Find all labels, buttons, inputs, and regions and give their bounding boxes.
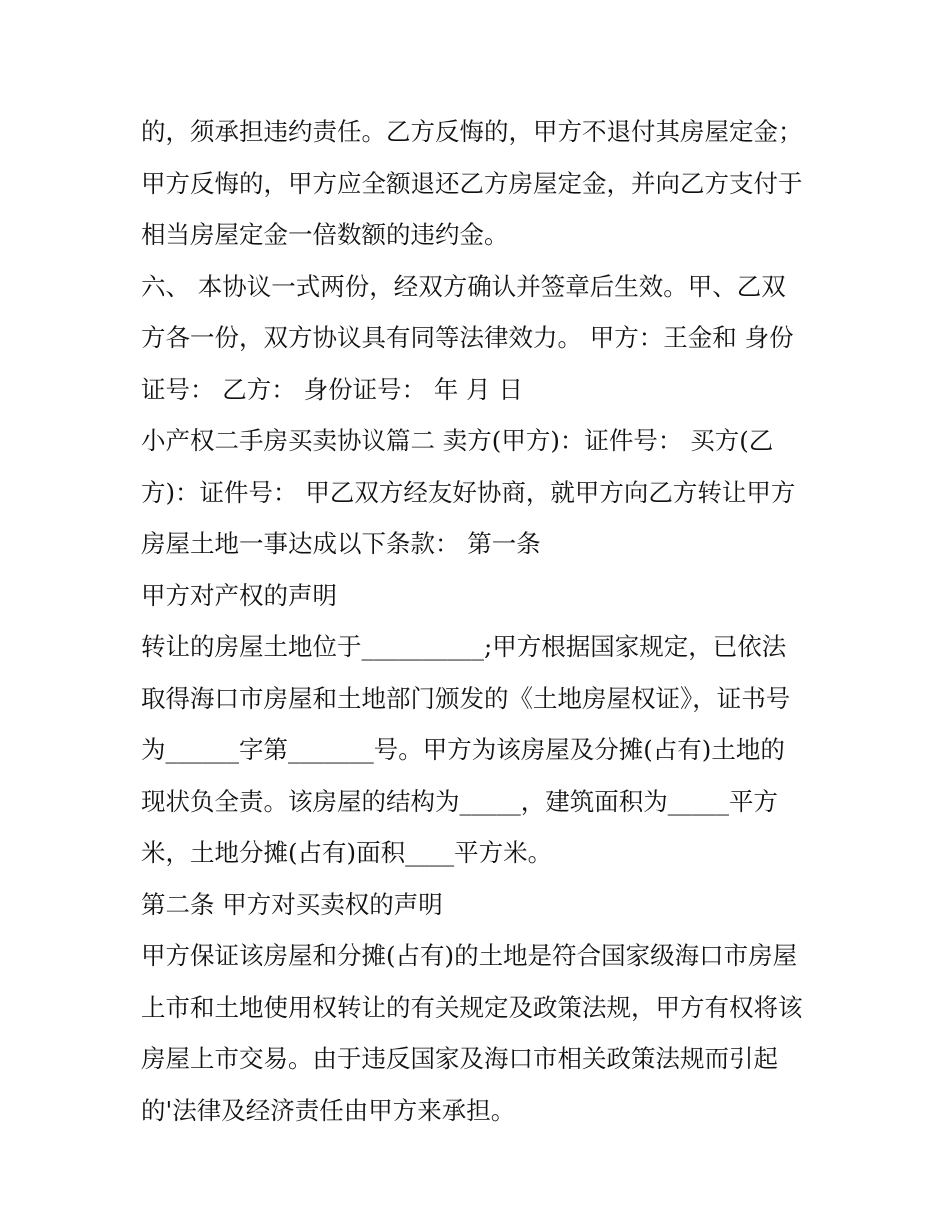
text-line: 取得海口市房屋和土地部门颁发的《土地房屋权证》，证书号 xyxy=(141,683,791,713)
article-one-title: 甲方对产权的声明 xyxy=(141,580,337,610)
text-line: 相当房屋定金一倍数额的违约金。 xyxy=(141,220,509,249)
text-line: 转让的房屋土地位于__________;甲方根据国家规定，已依法 xyxy=(141,632,787,661)
text-line: 方)：证件号： 甲乙双方经友好协商，就甲方向乙方转让甲方 xyxy=(141,477,796,507)
section-two-heading-line: 小产权二手房买卖协议篇二 卖方(甲方)：证件号： 买方(乙 xyxy=(141,426,774,455)
article-two-title: 第二条 甲方对买卖权的声明 xyxy=(141,889,443,919)
text-line: 现状负全责。该房屋的结构为_____，建筑面积为_____平方 xyxy=(141,786,778,816)
text-line: 房屋土地一事达成以下条款： 第一条 xyxy=(141,529,541,558)
text-line: 甲方反悔的，甲方应全额退还乙方房屋定金，并向乙方支付于 xyxy=(141,168,803,198)
clause-six-line: 六、 本协议一式两份，经双方确认并签章后生效。甲、乙双 xyxy=(141,271,786,301)
text-line: 甲方保证该房屋和分摊(占有)的土地是符合国家级海口市房屋 xyxy=(141,941,798,970)
text-line: 的，须承担违约责任。乙方反悔的，甲方不退付其房屋定金； xyxy=(141,117,803,146)
text-line: 方各一份，双方协议具有同等法律效力。 甲方：王金和 身份 xyxy=(141,323,794,352)
text-line: 为______字第_______号。甲方为该房屋及分摊(占有)土地的 xyxy=(141,735,785,764)
text-line: 上市和土地使用权转让的有关规定及政策法规，甲方有权将该 xyxy=(141,992,803,1022)
text-line: 房屋上市交易。由于违反国家及海口市相关政策法规而引起 xyxy=(141,1044,778,1073)
text-line: 米，土地分摊(占有)面积____平方米。 xyxy=(141,838,553,867)
signature-line: 证号： 乙方： 身份证号： 年 月 日 xyxy=(141,374,523,404)
document-body xyxy=(141,106,821,1136)
text-line: 的'法律及经济责任由甲方来承担。 xyxy=(141,1095,516,1125)
